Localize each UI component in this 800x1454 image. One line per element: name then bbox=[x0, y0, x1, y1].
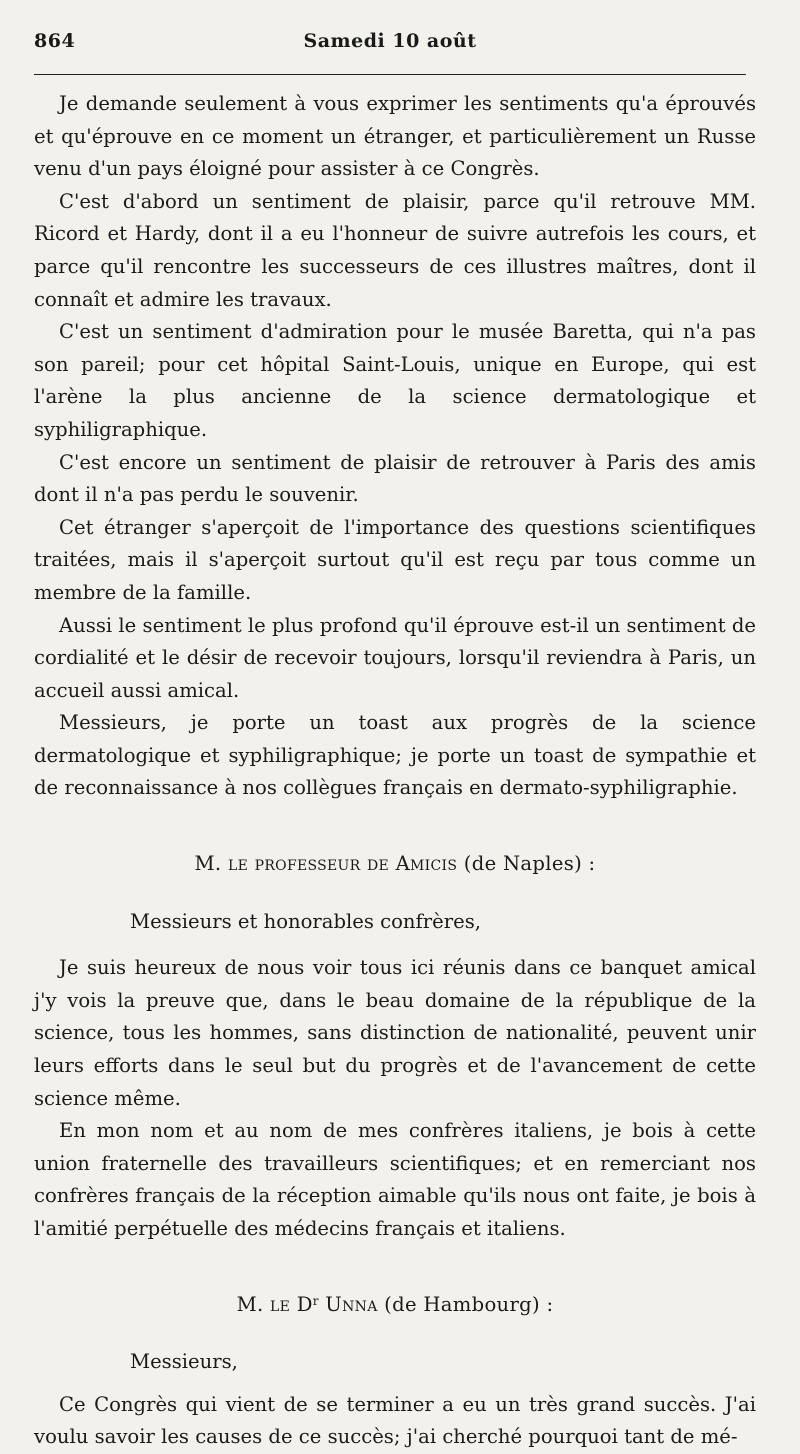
page-body bbox=[34, 88, 756, 1454]
speaker-heading-amicis bbox=[34, 848, 756, 881]
speaker-name: Amicis bbox=[395, 852, 458, 876]
paragraph: C'est un sentiment d'admiration pour le musée Baretta, qui n'a pas son pareil; pour cet hôpital Saint-Louis, unique en Europe, qui est l'arène la plus ancienne de la science dermatologique et syphiligraphique. bbox=[34, 320, 756, 441]
page-header bbox=[34, 30, 746, 70]
paragraph: Je demande seulement à vous exprimer les sentiments qu'a éprouvés et qu'éprouve en ce moment un étranger, et particulièrement un Russe venu d'un pays éloigné pour assister à ce Congrès. bbox=[34, 92, 756, 181]
salutation: Messieurs et honorables confrères, bbox=[130, 909, 482, 933]
speaker-place: (de Naples) : bbox=[457, 852, 596, 876]
salutation: Messieurs, bbox=[130, 1350, 238, 1374]
speaker-name: Unna bbox=[318, 1292, 378, 1316]
page-number: 864 bbox=[34, 30, 76, 52]
paragraph: Cet étranger s'aperçoit de l'importance des questions scientifiques traitées, mais il s'aperçoit surtout qu'il est reçu par tous comme un membre de la famille. bbox=[34, 515, 756, 604]
paragraph: Ce Congrès qui vient de se terminer a eu un très grand succès. J'ai voulu savoir les causes de ce succès; j'ai cherché pourquoi tant de mé- bbox=[34, 1392, 756, 1449]
paragraph: C'est d'abord un sentiment de plaisir, parce qu'il retrouve MM. Ricord et Hardy, dont il a eu l'honneur de suivre autrefois les cours, et parce qu'il rencontre les successeurs de ces illustres maîtres, dont il connaît et admire les travaux. bbox=[34, 189, 756, 311]
paragraph: Messieurs, je porte un toast aux progrès de la science dermatologique et syphiligraphique; je porte un toast de sympathie et de reconnaissance à nos collègues français en dermato-syphiligraphie. bbox=[34, 711, 756, 800]
spacer bbox=[34, 938, 756, 952]
paragraph: C'est encore un sentiment de plaisir de retrouver à Paris des amis dont il n'a pas perdu le souvenir. bbox=[34, 450, 756, 507]
speaker-place: (de Hambourg) : bbox=[377, 1292, 554, 1316]
running-head: Samedi 10 août bbox=[303, 30, 477, 52]
speaker-title-sup: r bbox=[312, 1293, 319, 1308]
paragraph: En mon nom et au nom de mes confrères italiens, je bois à cette union fraternelle des travailleurs scientifiques; et en remerciant nos confrères français de la réception aimable qu'ils nous ont faite, je bois à l'amitié perpétuelle des médecins français et italiens. bbox=[34, 1119, 756, 1240]
speaker-title: M. le D bbox=[236, 1292, 313, 1316]
header-rule bbox=[34, 74, 746, 75]
paragraph: Aussi le sentiment le plus profond qu'il éprouve est-il un sentiment de cordialité et le désir de recevoir toujours, lorsqu'il reviendra à Paris, un accueil aussi amical. bbox=[34, 613, 756, 702]
speaker-heading-unna bbox=[34, 1289, 756, 1322]
paragraph: Je suis heureux de nous voir tous ici réunis dans ce banquet amical j'y vois la preuve que, dans le beau domaine de la république de la science, tous les hommes, sans distinction de nationalité, peuvent unir leurs efforts dans le seul but du progrès et de l'avancement de cette science même. bbox=[34, 956, 756, 1110]
spacer bbox=[34, 1379, 756, 1389]
speaker-title: M. le professeur de bbox=[194, 852, 396, 876]
